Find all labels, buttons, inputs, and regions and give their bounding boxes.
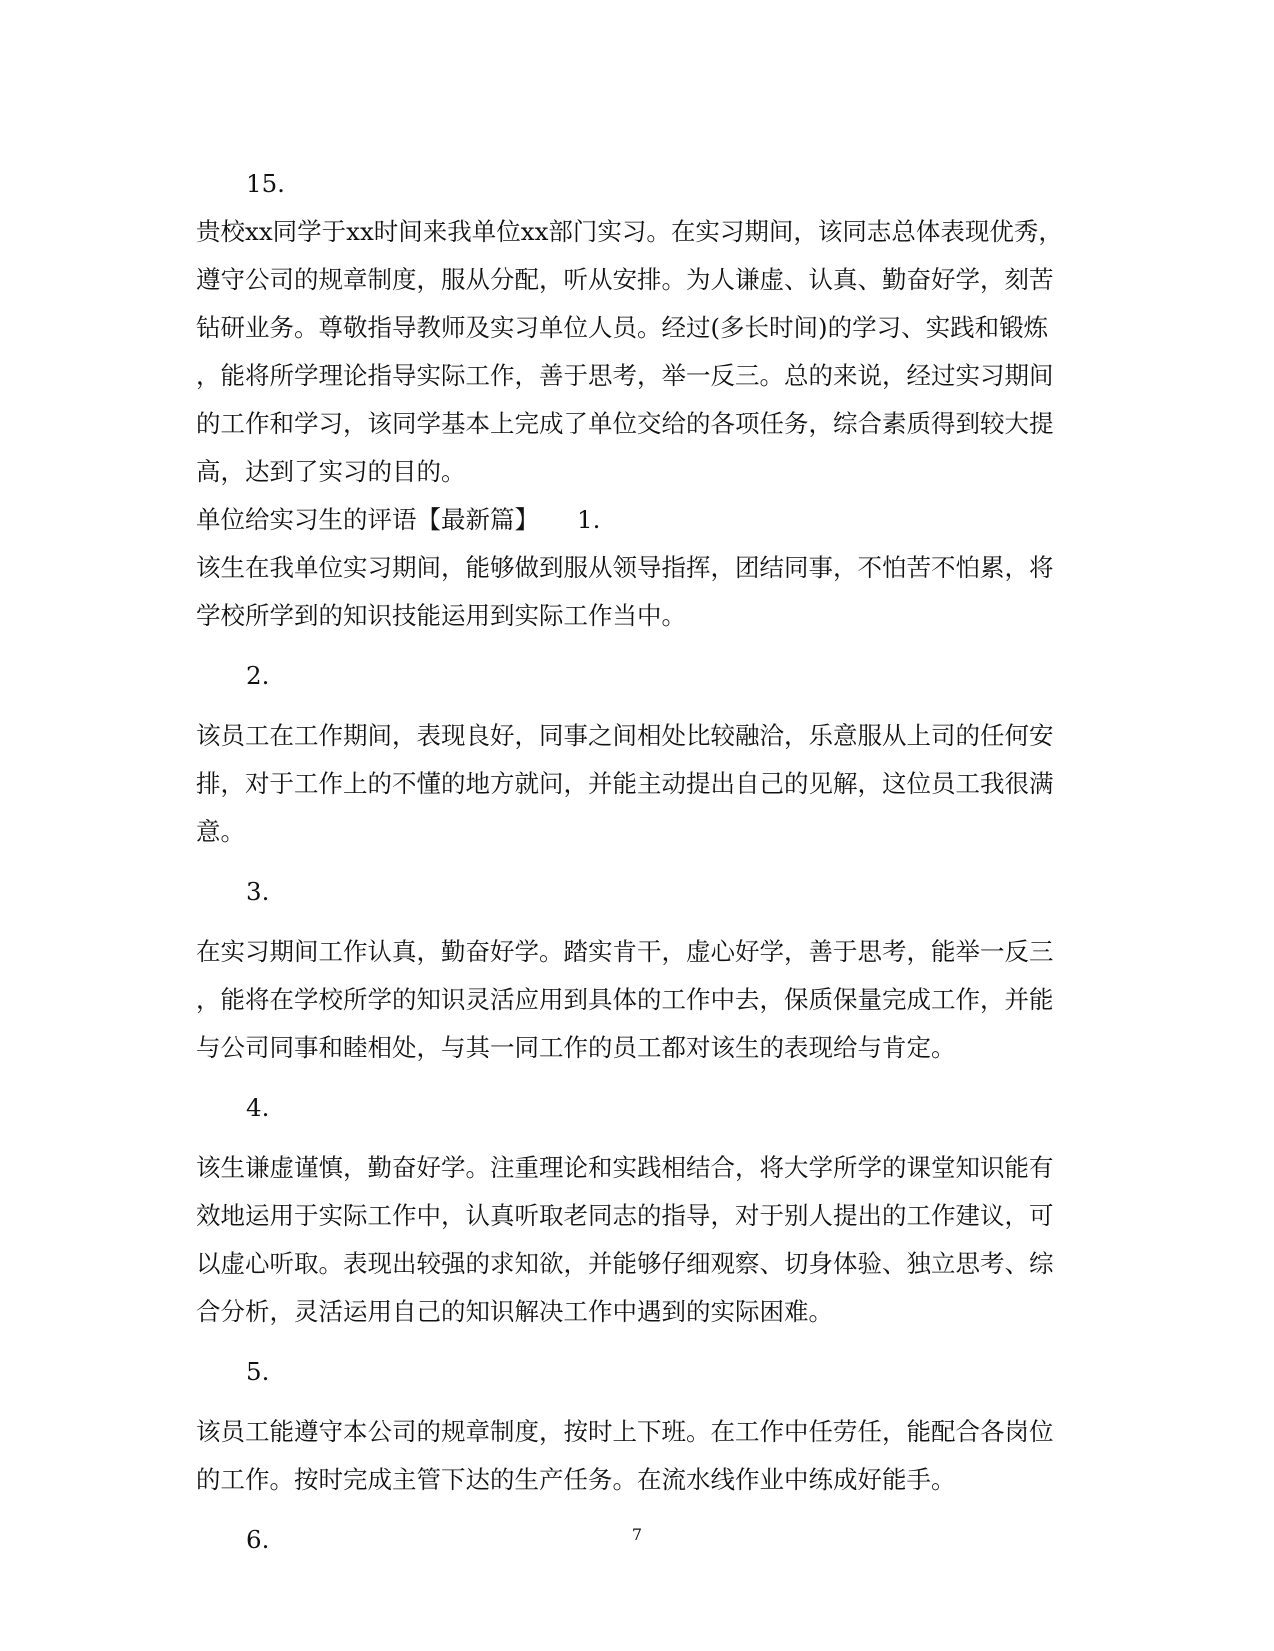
paragraph-line: 钻研业务。尊敬指导教师及实习单位人员。经过(多长时间)的学习、实践和锻炼 (196, 313, 1049, 342)
paragraph (196, 928, 1076, 1072)
paragraph-line: 意。 (196, 817, 245, 846)
paragraph-line: 与公司同事和睦相处，与其一同工作的员工都对该生的表现给与肯定。 (196, 1033, 956, 1062)
paragraph-line: 该员工能遵守本公司的规章制度，按时上下班。在工作中任劳任，能配合各岗位 (196, 1417, 1054, 1446)
paragraph-line: 贵校xx同学于xx时间来我单位xx部门实习。在实习期间，该同志总体表现优秀， (196, 217, 1063, 246)
page-number: 7 (631, 1525, 643, 1544)
paragraph-line: 该员工在工作期间，表现良好，同事之间相处比较融洽，乐意服从上司的任何安 (196, 721, 1054, 750)
item-number: 15. (246, 169, 285, 198)
paragraph (196, 1408, 1076, 1504)
paragraph-line: 遵守公司的规章制度，服从分配，听从安排。为人谦虚、认真、勤奋好学，刻苦 (196, 265, 1054, 294)
paragraph-line: 学校所学到的知识技能运用到实际工作当中。 (196, 601, 686, 630)
paragraph-line: 的工作和学习，该同学基本上完成了单位交给的各项任务，综合素质得到较大提 (196, 409, 1054, 438)
paragraph-line: 效地运用于实际工作中，认真听取老同志的指导，对于别人提出的工作建议，可 (196, 1201, 1054, 1230)
item-number: 5. (246, 1357, 270, 1386)
section-heading-text: 单位给实习生的评语【最新篇】 (196, 505, 539, 534)
paragraph (196, 1144, 1076, 1336)
paragraph-line: 排，对于工作上的不懂的地方就问，并能主动提出自己的见解，这位员工我很满 (196, 769, 1054, 798)
item-number: 2. (246, 661, 270, 690)
paragraph-line: ，能将所学理论指导实际工作，善于思考，举一反三。总的来说，经过实习期间 (196, 361, 1054, 390)
paragraph-line: 以虚心听取。表现出较强的求知欲，并能够仔细观察、切身体验、独立思考、综 (196, 1249, 1054, 1278)
section-heading (196, 496, 1076, 544)
paragraph-line: 的工作。按时完成主管下达的生产任务。在流水线作业中练成好能手。 (196, 1465, 956, 1494)
paragraph-line: 该生谦虚谨慎，勤奋好学。注重理论和实践相结合，将大学所学的课堂知识能有 (196, 1153, 1054, 1182)
paragraph-line: 高，达到了实习的目的。 (196, 457, 466, 486)
paragraph-line: 合分析，灵活运用自己的知识解决工作中遇到的实际困难。 (196, 1297, 833, 1326)
item-number: 3. (246, 877, 270, 906)
page-content (196, 160, 1076, 1564)
paragraph (196, 712, 1076, 856)
item-number: 4. (246, 1093, 270, 1122)
paragraph (196, 544, 1076, 640)
paragraph-line: ，能将在学校所学的知识灵活应用到具体的工作中去，保质保量完成工作，并能 (196, 985, 1054, 1014)
paragraph-line: 该生在我单位实习期间，能够做到服从领导指挥，团结同事，不怕苦不怕累，将 (196, 553, 1054, 582)
paragraph (196, 208, 1076, 496)
paragraph-line: 在实习期间工作认真，勤奋好学。踏实肯干，虚心好学，善于思考，能举一反三 (196, 937, 1054, 966)
item-number: 6. (246, 1525, 270, 1554)
item-number: 1. (577, 505, 601, 534)
